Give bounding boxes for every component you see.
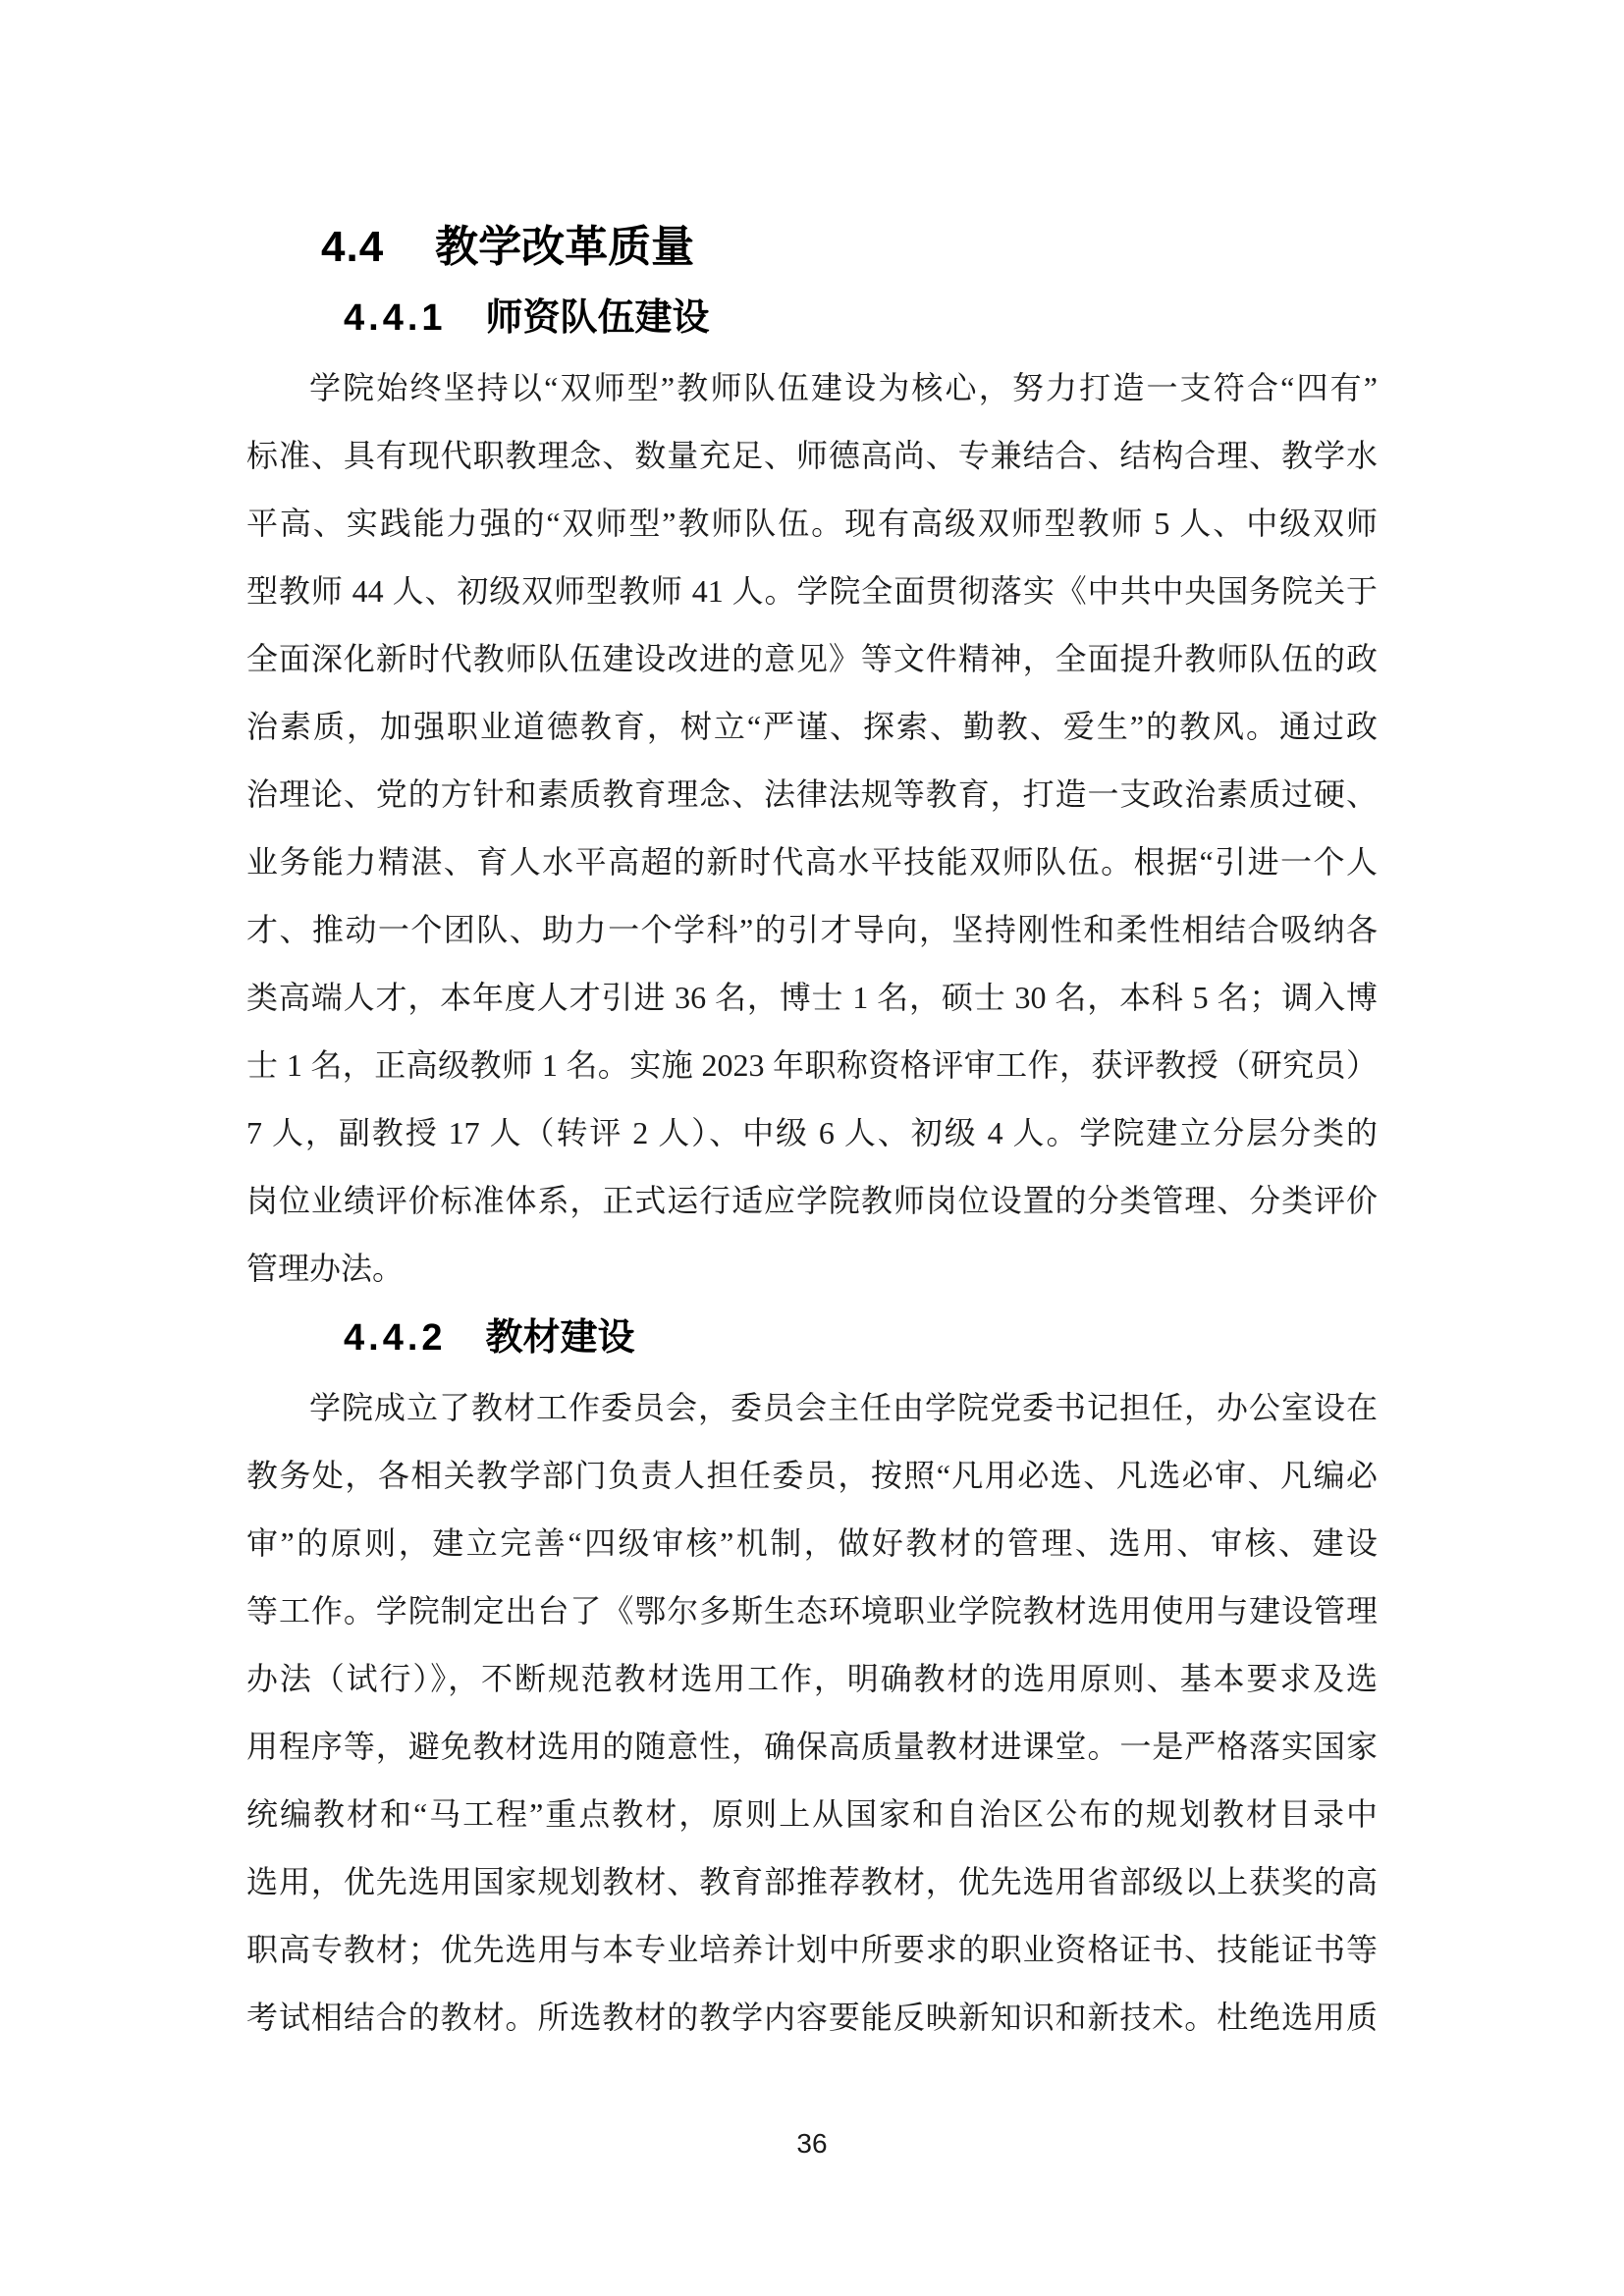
text-line: 型教师 44 人、初级双师型教师 41 人。学院全面贯彻落实《中共中央国务院关于 <box>246 573 1378 609</box>
text-line: 类高端人才，本年度人才引进 36 名，博士 1 名，硕士 30 名，本科 5 名；调入博 <box>246 980 1378 1015</box>
text-line: 办法（试行）》，不断规范教材选用工作，明确教材的选用原则、基本要求及选 <box>246 1661 1378 1696</box>
text-line: 7 人，副教授 17 人（转评 2 人）、中级 6 人、初级 4 人。学院建立分层分类的 <box>246 1115 1378 1150</box>
subsection-number: 4.4.2 <box>344 1317 447 1359</box>
text-line: 士 1 名，正高级教师 1 名。实施 2023 年职称资格评审工作，获评教授（研究员） <box>246 1047 1378 1083</box>
text-line: 标准、具有现代职教理念、数量充足、师德高尚、专兼结合、结构合理、教学水 <box>246 438 1378 473</box>
section-heading-4-4 <box>321 211 1378 283</box>
subsection-number: 4.4.1 <box>344 297 447 339</box>
subsection-title: 教材建设 <box>485 1317 635 1359</box>
text-line: 用程序等，避免教材选用的随意性，确保高质量教材进课堂。一是严格落实国家 <box>246 1729 1378 1764</box>
subsection-title: 师资队伍建设 <box>485 297 710 339</box>
text-line: 治素质，加强职业道德教育，树立“严谨、探索、勤教、爱生”的教风。通过政 <box>246 709 1378 744</box>
text-line: 岗位业绩评价标准体系，正式运行适应学院教师岗位设置的分类管理、分类评价 <box>246 1183 1378 1218</box>
text-line: 教务处，各相关教学部门负责人担任委员，按照“凡用必选、凡选必审、凡编必 <box>246 1458 1378 1493</box>
text-line: 统编教材和“马工程”重点教材，原则上从国家和自治区公布的规划教材目录中 <box>246 1796 1378 1832</box>
text-line: 等工作。学院制定出台了《鄂尔多斯生态环境职业学院教材选用使用与建设管理 <box>246 1593 1378 1629</box>
text-line: 治理论、党的方针和素质教育理念、法律法规等教育，打造一支政治素质过硬、 <box>246 776 1378 812</box>
text-line: 才、推动一个团队、助力一个学科”的引才导向，坚持刚性和柔性相结合吸纳各 <box>246 912 1378 947</box>
paragraph-textbook <box>246 1374 1378 2052</box>
text-line: 管理办法。 <box>246 1251 405 1286</box>
subsection-heading-4-4-2 <box>344 1303 1378 1374</box>
text-line: 全面深化新时代教师队伍建设改进的意见》等文件精神，全面提升教师队伍的政 <box>246 641 1378 676</box>
text-line: 职高专教材；优先选用与本专业培养计划中所要求的职业资格证书、技能证书等 <box>246 1932 1378 1967</box>
paragraph-teacher-team <box>246 354 1378 1303</box>
section-number: 4.4 <box>321 223 385 271</box>
text-line: 平高、实践能力强的“双师型”教师队伍。现有高级双师型教师 5 人、中级双师 <box>246 506 1378 541</box>
text-line: 业务能力精湛、育人水平高超的新时代高水平技能双师队伍。根据“引进一个人 <box>246 844 1378 880</box>
page-number: 36 <box>796 2128 828 2159</box>
subsection-heading-4-4-1 <box>344 283 1378 354</box>
page-footer <box>0 2128 1624 2160</box>
text-line: 审”的原则，建立完善“四级审核”机制，做好教材的管理、选用、审核、建设 <box>246 1525 1378 1561</box>
section-title: 教学改革质量 <box>435 223 695 271</box>
page-content <box>246 211 1378 2052</box>
text-line: 学院成立了教材工作委员会，委员会主任由学院党委书记担任，办公室设在 <box>309 1390 1378 1425</box>
text-line: 选用，优先选用国家规划教材、教育部推荐教材，优先选用省部级以上获奖的高 <box>246 1864 1378 1899</box>
text-line: 学院始终坚持以“双师型”教师队伍建设为核心，努力打造一支符合“四有” <box>309 370 1378 405</box>
text-line: 考试相结合的教材。所选教材的教学内容要能反映新知识和新技术。杜绝选用质 <box>246 2000 1378 2035</box>
